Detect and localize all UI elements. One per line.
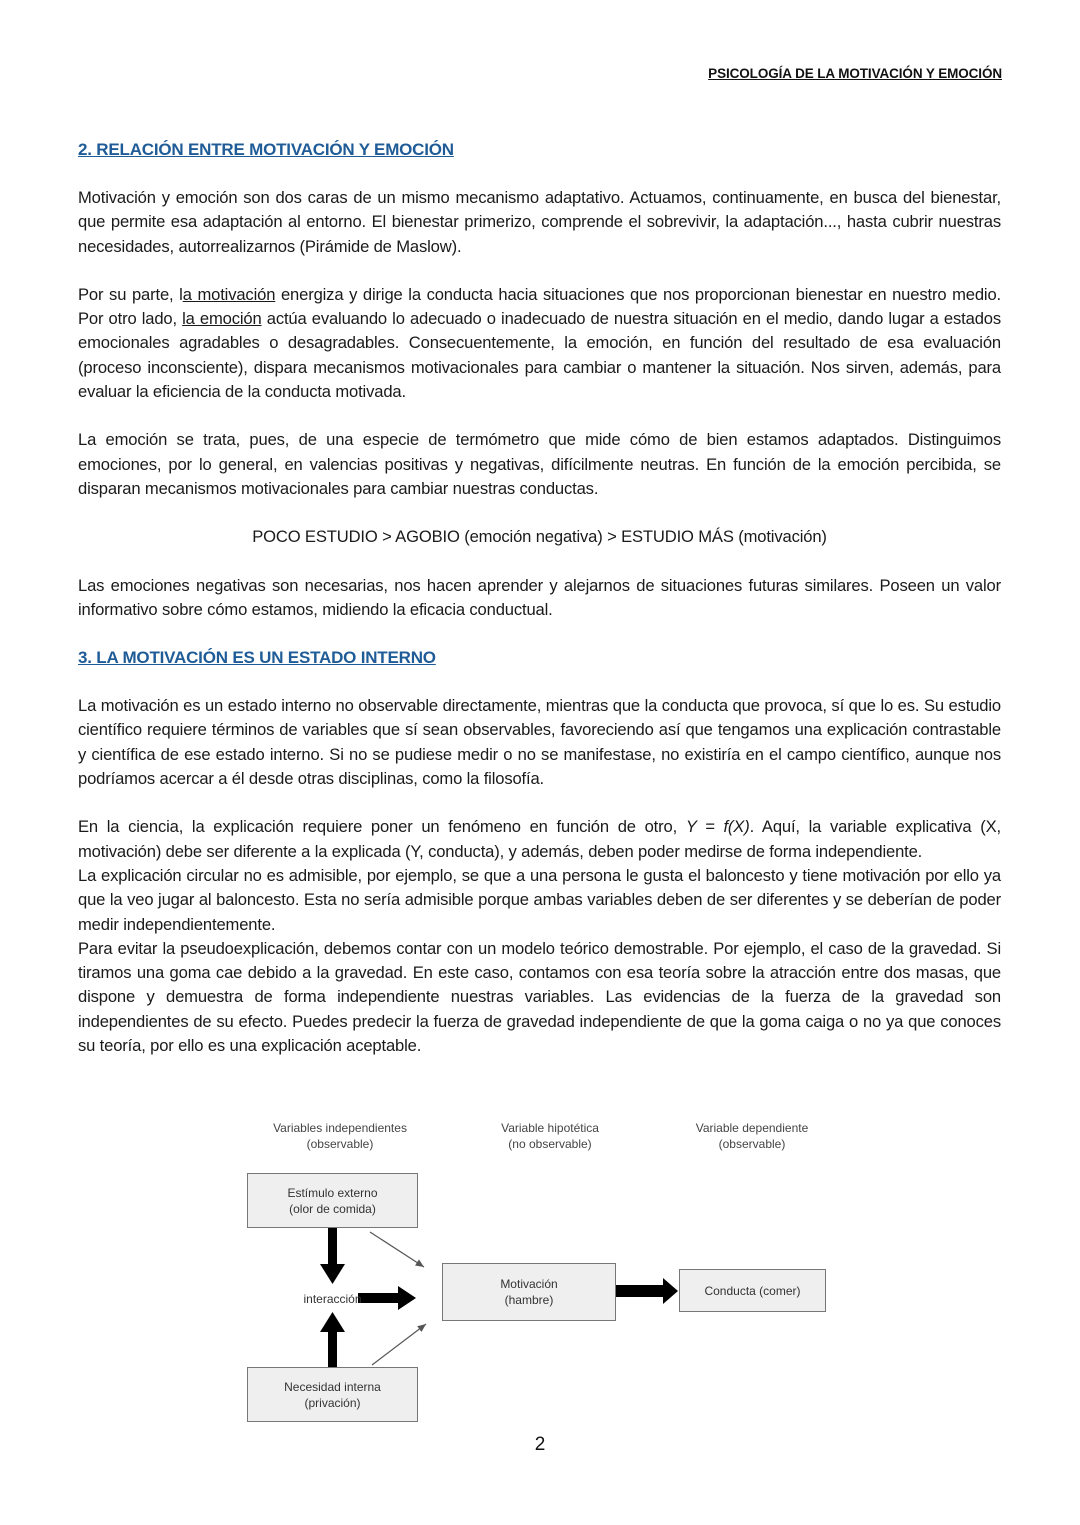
section-2-paragraph-3: La emoción se trata, pues, de una especie de termómetro que mide cómo de bien estamos adaptados. Distinguimos emociones, por lo general, en valencias positivas y negativas, difícilmente neutras. En función de la emoción percibida, se disparan mecanismos motivacionales para cambiar nuestras conductas.: [78, 430, 1001, 498]
box-line: (olor de comida): [289, 1201, 376, 1216]
label-line: (no observable): [508, 1137, 592, 1151]
text: energiza y dirige la conducta hacia situaciones que nos proporcionan bienestar en nuestro medio. Por otro lado,: [78, 284, 1001, 329]
text: . Aquí, la variable explicativa (X, motivación) debe ser diferente a la explicada (Y, conducta), y además, deben poder medirse de forma independiente.: [78, 817, 1001, 861]
label-interaction: interacción: [303, 1292, 362, 1306]
underlined-term-motivacion: a motivación: [182, 284, 276, 304]
formula: Y = f(X): [685, 817, 750, 837]
section-2-paragraph-1: Motivación y emoción son dos caras de un mismo mecanismo adaptativo. Actuamos, continuamente, en busca del bienestar, que permite esa adaptación al entorno. El bienestar primerizo, comprende el sobrevivir, la adaptación..., hasta cubrir nuestras necesidades, autorrealizarnos (Pirámide de Maslow).: [78, 188, 1001, 256]
box-motivation: [442, 1263, 616, 1321]
page-number: 2: [534, 1434, 546, 1455]
box-line: Estímulo externo: [287, 1185, 378, 1200]
label-line: Variable hipotética: [501, 1121, 599, 1135]
text: actúa evaluando lo adecuado o inadecuado de nuestra situación en el medio, dando lugar a estados emocionales agradables o desagradables. Consecuentemente, la emoción, en función del resultado de esa evaluación (proceso inconsciente), dispara mecanismos motivacionales para cambiar o mantener la situación. Nos sirven, además, para evaluar la eficiencia de la conducta motivada.: [78, 309, 1002, 402]
section-2-title: 2. RELACIÓN ENTRE MOTIVACIÓN Y EMOCIÓN: [78, 140, 454, 159]
box-line: Conducta (comer): [704, 1283, 801, 1298]
section-3-paragraph-2: [78, 815, 1001, 864]
example-sequence: POCO ESTUDIO > AGOBIO (emoción negativa) > ESTUDIO MÁS (motivación): [252, 527, 827, 547]
section-3-paragraph-1: La motivación es un estado interno no observable directamente, mientras que la conducta que provoca, sí que lo es. Su estudio científico requiere términos de variables que sí sean observables, favoreciendo así que tengamos una explicación contrastable y científica de ese estado interno. Si no se pudiese medir o no se manifestase, no existiría en el campo científico, aunque nos podríamos acercar a él desde otras disciplinas, como la filosofía.: [78, 696, 1001, 789]
box-line: Motivación: [500, 1277, 558, 1291]
label-dependent-variable: [662, 1120, 842, 1152]
box-line: (privación): [304, 1395, 361, 1410]
document-body: [78, 138, 1001, 1058]
motivation-diagram: [240, 1112, 840, 1432]
box-internal-need: [247, 1367, 418, 1422]
underlined-term-emocion: la emoción: [182, 309, 262, 329]
label-line: (observable): [306, 1137, 374, 1151]
label-hypothetical-variable: [460, 1120, 640, 1152]
label-line: Variables independientes: [273, 1121, 407, 1135]
label-line: (observable): [718, 1137, 786, 1151]
section-3-paragraph-3: La explicación circular no es admisible, por ejemplo, se que a una persona le gusta el baloncesto y tiene motivación por ello ya que la veo jugar al baloncesto. Esta no sería admisible porque ambas variables deben de ser diferentes y se deberían de poder medir independientemente.: [78, 865, 1001, 934]
section-2-paragraph-2: [78, 283, 1001, 404]
box-line: (hambre): [504, 1293, 554, 1307]
text: Por su parte, l: [78, 284, 183, 304]
text: En la ciencia, la explicación requiere poner un fenómeno en función de otro,: [78, 817, 686, 837]
box-external-stimulus: [247, 1173, 418, 1228]
label-line: Variable dependiente: [695, 1121, 809, 1135]
section-3-title: 3. LA MOTIVACIÓN ES UN ESTADO INTERNO: [78, 648, 436, 668]
section-2-paragraph-4: Las emociones negativas son necesarias, nos hacen aprender y alejarnos de situaciones futuras similares. Poseen un valor informativo sobre cómo estamos, midiendo la eficacia conductual.: [78, 575, 1001, 619]
running-header: PSICOLOGÍA DE LA MOTIVACIÓN Y EMOCIÓN: [708, 66, 1002, 81]
box-line: Necesidad interna: [284, 1379, 381, 1394]
section-3-paragraph-4: Para evitar la pseudoexplicación, debemos contar con un modelo teórico demostrable. Por ejemplo, el caso de la gravedad. Si tiramos una goma cae debido a la gravedad. En este caso, contamos con esa teoría sobre la atracción entre dos masas, que dispone y demuestra de forma independiente nuestras variables. Las evidencias de la fuerza de la gravedad son independientes de su efecto. Puedes predecir la fuerza de gravedad independiente de que la goma caiga o no ya que conoces su teoría, por ello es una explicación aceptable.: [78, 938, 1001, 1056]
label-independent-variables: [250, 1120, 430, 1152]
box-behavior: [679, 1269, 826, 1312]
